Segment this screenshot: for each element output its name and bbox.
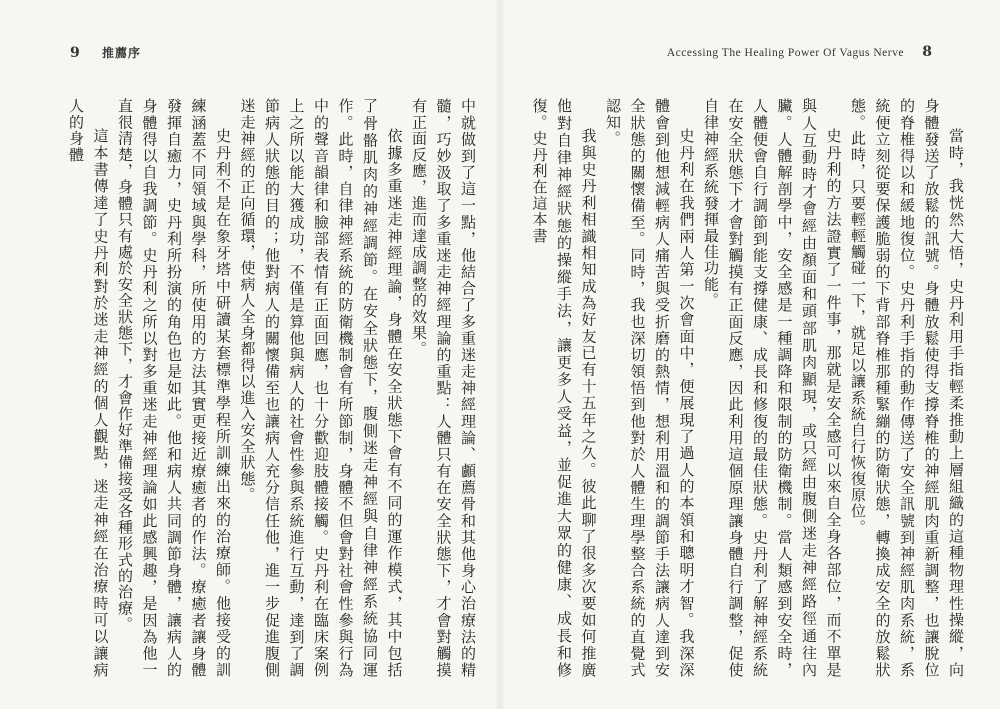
running-title: Accessing The Healing Power Of Vagus Nerve xyxy=(666,47,904,59)
paragraph: 史丹利在我們兩人第一次會面中，便展現了過人的本領和聰明才智。我深深體會到他想減輕病人痛苦與受折磨的熱情，想利用溫和的調節手法讓病人達到安全狀態的關懷備至。同時，我也深切領悟到他對於人體生理學整合系統的直覺式認知。 xyxy=(604,98,696,678)
left-section-title: 推薦序 xyxy=(102,46,142,60)
right-page-number: 8 xyxy=(922,44,932,60)
paragraph: 我與史丹利相識相知成為好友已有十五年之久。彼此聊了很多次要如何推廣他對自律神經狀態的操縱手法，讓更多人受益，並促進大眾的健康、成長和修復。史丹利在這本書 xyxy=(530,98,598,678)
right-page xyxy=(500,0,1000,709)
left-page-number: 9 xyxy=(70,45,80,61)
right-page-header xyxy=(667,44,932,60)
left-body-text xyxy=(40,98,480,678)
paragraph: 當時，我恍然大悟，史丹利用手指輕柔推動上層組織的這種物理性操縱，向身體發送了放鬆的訊號。身體放鬆使得支撐脊椎的神經肌肉重新調整，也讓脫位的脊椎得以和緩地復位。史丹利手指的動作傳送了安全訊號到神經肌肉系統，系統便立刻從要保護脆弱的下背部脊椎那種緊繃的防衛狀態，轉換成安全的放鬆狀態。此時，只要輕輕觸碰一下，就足以讓系統自行恢復原位。 xyxy=(849,98,965,678)
right-body-text xyxy=(530,98,968,678)
paragraph: 依據多重迷走神經理論，身體在安全狀態下會有不同的運作模式，其中包括了骨骼肌肉的神經調節。在安全狀態下，腹側迷走神經與自律神經系統協同運作。此時，自律神經系統的防衛機制會有所節制，身體不但會對社會性參與行為中的聲音韻律和臉部表情有正面回應，也十分歡迎肢體接觸。史丹利在臨床案例上之所以能大獲成功，不僅是算他與病人的社會性參與系統進行互動，達到了調節病人狀態的目的；他對病人的關懷備至也讓病人充分信任他，進一步促進腹側迷走神經的正向循環，使病人全身都得以進入安全狀態。 xyxy=(238,98,404,678)
paragraph: 史丹利的方法證實了一件事，那就是安全感可以來自全身各部位，而不單是與人互動時才會經由顏面和頭部肌肉顯現，或只經由腹側迷走神經路徑通往內臟。人體解剖學中，安全感是一種調降和限制的防衛機制。當人類感到安全時，人體便會自行調節到能支撐健康、成長和修復的最佳狀態。史丹利了解神經系統在安全狀態下才會對觸摸有正面反應，因此利用這個原理讓身體自行調整，促使自律神經系統發揮最佳功能。 xyxy=(702,98,843,678)
paragraph: 中就做到了這一點，他結合了多重迷走神經理論、顱薦骨和其他身心治療法的精髓，巧妙汲取了多重迷走神經理論的重點：人體只有在安全狀態下，才會對觸摸有正面反應，進而達成調整的效果。 xyxy=(410,98,477,678)
paragraph: 史丹利不是在象牙塔中研讀某套標準學程所訓練出來的治療師。他接受的訓練涵蓋不同領域與學科，所使用的方法其實更接近療癒者的作法。療癒者讓身體發揮自癒力，史丹利所扮演的角色也是如此。他和病人共同調節身體，讓病人的身體得以自我調節。史丹利之所以對多重迷走神經理論如此感興趣，是因為他一直很清楚，身體只有處於安全狀態下，才會作好準備接受各種形式的治療。 xyxy=(116,98,232,678)
paragraph: 這本書傳達了史丹利對於迷走神經的個人觀點，迷走神經在治療時可以讓病人的身體 xyxy=(67,98,110,678)
left-page-header xyxy=(70,44,141,61)
